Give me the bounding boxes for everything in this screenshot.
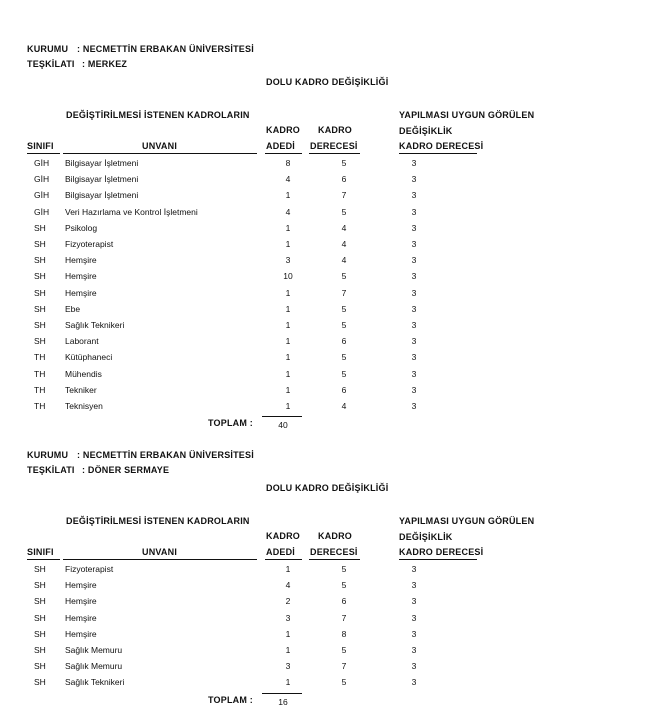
- toplam-value: 16: [278, 696, 288, 707]
- underline-sinifi: [27, 559, 60, 560]
- right-heading-line3: KADRO DERECESİ: [399, 141, 484, 151]
- row-sinif: GİH: [34, 174, 50, 185]
- teskilat-value: : MERKEZ: [82, 59, 128, 69]
- row-adet: 4: [285, 206, 291, 217]
- row-yeni-derece: 3: [411, 222, 417, 233]
- col-sinifi: SINIFI: [27, 141, 54, 151]
- row-adet: 3: [285, 255, 291, 266]
- underline-adedi: [265, 559, 302, 560]
- row-sinif: SH: [34, 645, 46, 655]
- row-yeni-derece: 3: [411, 190, 417, 201]
- row-derece: 5: [341, 271, 347, 282]
- underline-adedi: [265, 153, 302, 154]
- kurum-value: : NECMETTİN ERBAKAN ÜNİVERSİTESİ: [77, 450, 254, 460]
- col-unvani: UNVANI: [142, 141, 178, 151]
- section-title: DOLU KADRO DEĞİŞİKLİĞİ: [266, 483, 389, 493]
- row-yeni-derece: 3: [411, 661, 417, 672]
- row-unvan: Laborant: [65, 336, 99, 347]
- row-adet: 10: [283, 271, 293, 282]
- row-sinif: SH: [34, 287, 46, 298]
- row-adet: 1: [285, 222, 291, 233]
- row-sinif: GİH: [34, 158, 50, 168]
- row-yeni-derece: 3: [411, 368, 417, 379]
- row-derece: 6: [341, 336, 347, 347]
- toplam-sum-line: [262, 416, 302, 417]
- row-unvan: Kütüphaneci: [65, 352, 113, 363]
- row-derece: 8: [341, 628, 347, 639]
- row-adet: 4: [285, 580, 291, 591]
- row-yeni-derece: 3: [411, 320, 417, 330]
- row-sinif: SH: [34, 661, 46, 672]
- row-unvan: Tekniker: [65, 384, 97, 395]
- row-derece: 4: [341, 222, 347, 233]
- row-yeni-derece: 3: [411, 564, 417, 574]
- teskilat-label: TEŞKİLATI: [27, 59, 75, 69]
- toplam-sum-line: [262, 693, 302, 694]
- row-yeni-derece: 3: [411, 336, 417, 347]
- row-derece: 6: [341, 596, 347, 607]
- row-sinif: SH: [34, 303, 46, 314]
- row-sinif: SH: [34, 320, 46, 330]
- row-yeni-derece: 3: [411, 158, 417, 168]
- row-unvan: Ebe: [65, 303, 81, 314]
- row-unvan: Psikolog: [65, 222, 98, 233]
- row-derece: 4: [341, 255, 347, 266]
- col-kadro-adet-top: KADRO: [266, 531, 300, 541]
- row-derece: 5: [341, 677, 347, 688]
- row-derece: 5: [341, 645, 347, 655]
- row-derece: 7: [341, 190, 347, 201]
- row-unvan: Sağlık Teknikeri: [65, 677, 125, 688]
- row-adet: 1: [285, 352, 291, 363]
- col-sinifi: SINIFI: [27, 547, 54, 557]
- row-sinif: SH: [34, 239, 46, 249]
- row-unvan: Hemşire: [65, 271, 97, 282]
- underline-derecesi: [309, 559, 360, 560]
- row-adet: 1: [285, 564, 291, 574]
- row-derece: 5: [341, 320, 347, 330]
- left-heading: DEĞİŞTİRİLMESİ İSTENEN KADROLARIN: [66, 110, 250, 120]
- row-derece: 4: [341, 401, 347, 411]
- row-yeni-derece: 3: [411, 271, 417, 282]
- right-heading-line1: YAPILMASI UYGUN GÖRÜLEN: [399, 516, 535, 526]
- row-unvan: Sağlık Memuru: [65, 645, 123, 655]
- row-unvan: Bilgisayar İşletmeni: [65, 158, 139, 168]
- row-adet: 8: [285, 158, 291, 168]
- row-adet: 1: [285, 677, 291, 688]
- row-sinif: SH: [34, 271, 46, 282]
- row-yeni-derece: 3: [411, 174, 417, 185]
- row-derece: 5: [341, 352, 347, 363]
- left-heading: DEĞİŞTİRİLMESİ İSTENEN KADROLARIN: [66, 516, 250, 526]
- row-derece: 5: [341, 580, 347, 591]
- right-heading-line3: KADRO DERECESİ: [399, 547, 484, 557]
- row-unvan: Sağlık Memuru: [65, 661, 123, 672]
- row-derece: 5: [341, 303, 347, 314]
- row-yeni-derece: 3: [411, 612, 417, 623]
- row-yeni-derece: 3: [411, 580, 417, 591]
- row-adet: 3: [285, 612, 291, 623]
- row-yeni-derece: 3: [411, 384, 417, 395]
- row-derece: 5: [341, 158, 347, 168]
- row-adet: 1: [285, 645, 291, 655]
- row-unvan: Mühendis: [65, 368, 102, 379]
- right-heading-line2: DEĞİŞİKLİK: [399, 532, 453, 542]
- col-adedi: ADEDİ: [266, 141, 296, 151]
- toplam-label: TOPLAM :: [208, 694, 253, 705]
- row-yeni-derece: 3: [411, 206, 417, 217]
- teskilat-value: : DÖNER SERMAYE: [82, 465, 170, 475]
- right-heading-underline: [399, 559, 477, 560]
- row-derece: 7: [341, 287, 347, 298]
- row-sinif: SH: [34, 564, 46, 574]
- row-sinif: SH: [34, 255, 46, 266]
- underline-derecesi: [309, 153, 360, 154]
- row-sinif: SH: [34, 628, 46, 639]
- row-unvan: Veri Hazırlama ve Kontrol İşletmeni: [65, 206, 198, 217]
- row-unvan: Hemşire: [65, 628, 97, 639]
- row-yeni-derece: 3: [411, 645, 417, 655]
- row-adet: 1: [285, 303, 291, 314]
- row-yeni-derece: 3: [411, 401, 417, 411]
- col-adedi: ADEDİ: [266, 547, 296, 557]
- underline-unvani: [63, 153, 257, 154]
- col-derecesi: DERECESİ: [310, 547, 358, 557]
- row-sinif: GİH: [34, 206, 50, 217]
- row-sinif: SH: [34, 580, 46, 591]
- row-derece: 6: [341, 174, 347, 185]
- row-sinif: GİH: [34, 190, 50, 201]
- row-sinif: TH: [34, 401, 46, 411]
- toplam-label: TOPLAM :: [208, 418, 253, 429]
- right-heading-line2: DEĞİŞİKLİK: [399, 126, 453, 136]
- col-derecesi: DERECESİ: [310, 141, 358, 151]
- col-kadro-adet-top: KADRO: [266, 125, 300, 135]
- row-yeni-derece: 3: [411, 628, 417, 639]
- row-adet: 1: [285, 384, 291, 395]
- row-adet: 4: [285, 174, 291, 185]
- row-derece: 5: [341, 564, 347, 574]
- row-unvan: Hemşire: [65, 612, 97, 623]
- row-derece: 4: [341, 239, 347, 249]
- row-unvan: Fizyoterapist: [65, 239, 114, 249]
- row-unvan: Sağlık Teknikeri: [65, 320, 125, 330]
- row-derece: 7: [341, 661, 347, 672]
- row-unvan: Fizyoterapist: [65, 564, 114, 574]
- row-adet: 1: [285, 239, 291, 249]
- row-sinif: SH: [34, 596, 46, 607]
- row-adet: 1: [285, 401, 291, 411]
- row-yeni-derece: 3: [411, 303, 417, 314]
- row-derece: 6: [341, 384, 347, 395]
- row-derece: 5: [341, 206, 347, 217]
- right-heading-line1: YAPILMASI UYGUN GÖRÜLEN: [399, 110, 535, 120]
- kurum-label: KURUMU: [27, 450, 69, 460]
- row-sinif: SH: [34, 612, 46, 623]
- right-heading-underline: [399, 153, 477, 154]
- row-yeni-derece: 3: [411, 677, 417, 688]
- row-adet: 1: [285, 287, 291, 298]
- underline-sinifi: [27, 153, 60, 154]
- row-sinif: SH: [34, 677, 46, 688]
- row-yeni-derece: 3: [411, 287, 417, 298]
- row-adet: 3: [285, 661, 291, 672]
- col-kadro-derece-top: KADRO: [318, 531, 352, 541]
- underline-unvani: [63, 559, 257, 560]
- row-adet: 1: [285, 320, 291, 330]
- row-unvan: Hemşire: [65, 580, 97, 591]
- row-derece: 7: [341, 612, 347, 623]
- section-title: DOLU KADRO DEĞİŞİKLİĞİ: [266, 77, 389, 87]
- row-yeni-derece: 3: [411, 596, 417, 607]
- row-derece: 5: [341, 368, 347, 379]
- row-sinif: TH: [34, 384, 46, 395]
- row-sinif: SH: [34, 222, 46, 233]
- row-unvan: Hemşire: [65, 596, 97, 607]
- col-kadro-derece-top: KADRO: [318, 125, 352, 135]
- row-unvan: Bilgisayar İşletmeni: [65, 174, 139, 185]
- row-adet: 1: [285, 628, 291, 639]
- row-unvan: Hemşire: [65, 255, 97, 266]
- kurum-value: : NECMETTİN ERBAKAN ÜNİVERSİTESİ: [77, 44, 254, 54]
- row-yeni-derece: 3: [411, 255, 417, 266]
- row-yeni-derece: 3: [411, 239, 417, 249]
- teskilat-label: TEŞKİLATI: [27, 465, 75, 475]
- row-adet: 1: [285, 336, 291, 347]
- kurum-label: KURUMU: [27, 44, 69, 54]
- row-adet: 2: [285, 596, 291, 607]
- row-sinif: SH: [34, 336, 46, 347]
- row-unvan: Hemşire: [65, 287, 97, 298]
- row-adet: 1: [285, 190, 291, 201]
- row-unvan: Bilgisayar İşletmeni: [65, 190, 139, 201]
- row-yeni-derece: 3: [411, 352, 417, 363]
- row-unvan: Teknisyen: [65, 401, 103, 411]
- row-sinif: TH: [34, 352, 46, 363]
- row-sinif: TH: [34, 368, 46, 379]
- toplam-value: 40: [278, 420, 288, 431]
- row-adet: 1: [285, 368, 291, 379]
- col-unvani: UNVANI: [142, 547, 178, 557]
